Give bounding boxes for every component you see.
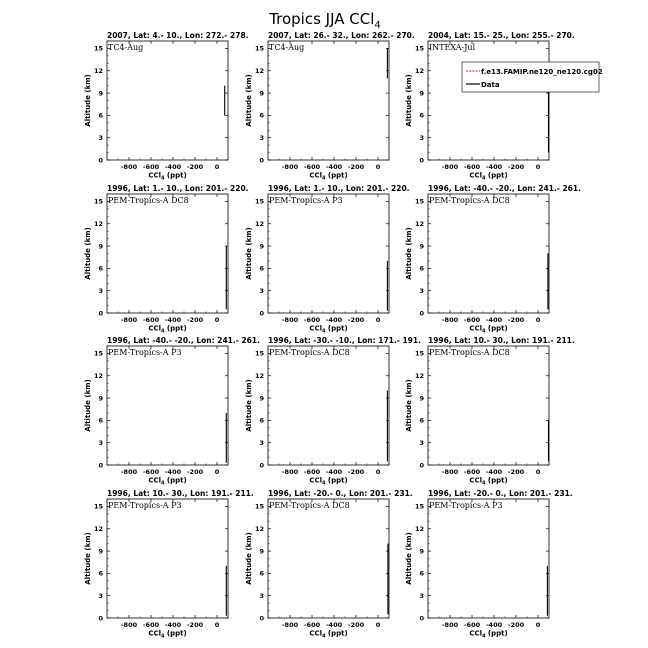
figure-title-subscript: 4 — [374, 20, 381, 31]
y-tick-label: 3 — [98, 286, 103, 295]
y-tick-label: 6 — [259, 264, 264, 273]
y-tick-label: 6 — [259, 111, 264, 120]
x-axis-label: CCl$_4$ (ppt) — [309, 629, 348, 640]
panel-title: 2004, Lat: 15.- 25., Lon: 255.- 270. — [428, 31, 575, 40]
y-tick-label: 3 — [259, 133, 264, 142]
x-axis-label: CCl$_4$ (ppt) — [309, 171, 348, 182]
chart-panel — [245, 31, 415, 182]
x-tick-label: -400 — [164, 163, 182, 171]
x-tick-label: -200 — [347, 163, 365, 171]
y-tick-label: 12 — [93, 525, 103, 534]
y-tick-label: 3 — [98, 591, 103, 600]
y-tick-label: 6 — [419, 569, 424, 578]
y-tick-label: 12 — [93, 67, 103, 76]
x-tick-label: 0 — [214, 621, 220, 629]
x-tick-label: -200 — [347, 468, 365, 476]
y-tick-label: 0 — [419, 309, 424, 318]
panel-title: 2007, Lat: 4.- 10., Lon: 272.- 278. — [107, 31, 249, 40]
panel-annotation: PEM-Tropics-A P3 — [429, 501, 503, 510]
panel-annotation: PEM-Tropics-A DC8 — [269, 348, 350, 357]
figure-title-base: Tropics JJA CCl — [269, 10, 375, 28]
y-tick-label: 6 — [98, 111, 103, 120]
panel-annotation: PEM-Tropics-A DC8 — [269, 501, 350, 510]
panel-annotation: PEM-Tropics-A P3 — [108, 348, 182, 357]
y-tick-label: 15 — [254, 44, 264, 53]
chart-panel — [84, 184, 249, 335]
y-tick-label: 6 — [419, 264, 424, 273]
y-tick-label: 3 — [98, 133, 103, 142]
x-tick-label: -800 — [281, 316, 299, 324]
legend — [462, 62, 603, 92]
plot-frame — [107, 41, 228, 160]
x-tick-label: -400 — [485, 468, 503, 476]
x-tick-label: -800 — [281, 163, 299, 171]
x-tick-label: 0 — [375, 163, 381, 171]
plot-frame — [428, 346, 549, 465]
y-axis-label: Altitude (km) — [405, 379, 413, 432]
x-tick-label: -600 — [142, 468, 160, 476]
y-tick-label: 9 — [419, 547, 424, 556]
x-tick-label: -400 — [164, 316, 182, 324]
y-tick-label: 0 — [419, 156, 424, 165]
y-tick-label: 12 — [254, 67, 264, 76]
chart-panel — [245, 184, 410, 335]
x-tick-label: -600 — [463, 316, 481, 324]
x-tick-label: -800 — [441, 316, 459, 324]
y-tick-label: 6 — [98, 416, 103, 425]
plot-frame — [107, 499, 228, 618]
y-tick-label: 12 — [414, 525, 424, 534]
y-tick-label: 9 — [98, 394, 103, 403]
chart-panel — [405, 31, 575, 182]
y-tick-label: 12 — [254, 525, 264, 534]
panel-annotation: PEM-Tropics-A DC8 — [429, 348, 510, 357]
y-tick-label: 12 — [414, 372, 424, 381]
x-tick-label: -600 — [303, 468, 321, 476]
panel-annotation: TC4-Aug — [269, 43, 305, 52]
plot-frame — [107, 346, 228, 465]
panel-title: 1996, Lat: 1.- 10., Lon: 201.- 220. — [107, 184, 249, 193]
x-tick-label: -800 — [120, 621, 138, 629]
x-axis-label: CCl$_4$ (ppt) — [309, 324, 348, 335]
x-tick-label: -600 — [142, 316, 160, 324]
plot-frame — [268, 41, 389, 160]
panel-title: 1996, Lat: -20.- 0., Lon: 201.- 231. — [268, 489, 413, 498]
legend-data-label: Data — [481, 81, 500, 89]
y-axis-label: Altitude (km) — [84, 74, 92, 127]
panel-title: 1996, Lat: -30.- -10., Lon: 171.- 191. — [268, 336, 421, 345]
y-tick-label: 15 — [254, 197, 264, 206]
x-tick-label: -200 — [186, 468, 204, 476]
x-tick-label: 0 — [214, 468, 220, 476]
x-tick-label: -400 — [325, 621, 343, 629]
panel-title: 2007, Lat: 26.- 32., Lon: 262.- 270. — [268, 31, 415, 40]
y-axis-label: Altitude (km) — [84, 532, 92, 585]
chart-panel — [245, 336, 421, 487]
x-tick-label: -600 — [463, 468, 481, 476]
chart-panel — [84, 31, 249, 182]
panel-annotation: PEM-Tropics-A P3 — [108, 501, 182, 510]
plot-frame — [428, 41, 549, 160]
chart-panel — [84, 336, 260, 487]
y-tick-label: 0 — [259, 614, 264, 623]
y-tick-label: 9 — [419, 89, 424, 98]
chart-panel — [405, 184, 581, 335]
panel-title: 1996, Lat: 10.- 30., Lon: 191.- 211. — [107, 489, 254, 498]
plot-frame — [268, 346, 389, 465]
y-tick-label: 0 — [98, 614, 103, 623]
y-tick-label: 3 — [419, 133, 424, 142]
panel-annotation: PEM-Tropics-A P3 — [269, 196, 343, 205]
x-tick-label: -800 — [441, 621, 459, 629]
x-tick-label: 0 — [375, 621, 381, 629]
x-tick-label: -200 — [507, 621, 525, 629]
x-tick-label: 0 — [535, 163, 541, 171]
y-axis-label: Altitude (km) — [84, 379, 92, 432]
x-tick-label: -400 — [485, 316, 503, 324]
x-tick-label: 0 — [214, 163, 220, 171]
y-axis-label: Altitude (km) — [245, 227, 253, 280]
panel-annotation: TC4-Aug — [108, 43, 144, 52]
x-tick-label: -800 — [441, 468, 459, 476]
x-tick-label: -400 — [485, 621, 503, 629]
x-tick-label: -400 — [325, 163, 343, 171]
x-tick-label: -600 — [303, 621, 321, 629]
y-tick-label: 15 — [414, 197, 424, 206]
y-tick-label: 15 — [414, 502, 424, 511]
x-tick-label: -600 — [463, 621, 481, 629]
y-tick-label: 3 — [419, 591, 424, 600]
y-axis-label: Altitude (km) — [245, 379, 253, 432]
x-tick-label: -600 — [142, 621, 160, 629]
x-axis-label: CCl$_4$ (ppt) — [469, 171, 508, 182]
y-tick-label: 9 — [98, 89, 103, 98]
y-tick-label: 0 — [98, 156, 103, 165]
x-tick-label: -200 — [347, 316, 365, 324]
y-tick-label: 12 — [254, 220, 264, 229]
x-tick-label: -600 — [463, 163, 481, 171]
x-tick-label: -800 — [120, 316, 138, 324]
y-tick-label: 9 — [98, 242, 103, 251]
figure-title — [268, 10, 381, 31]
y-tick-label: 0 — [259, 461, 264, 470]
x-tick-label: 0 — [375, 316, 381, 324]
y-tick-label: 6 — [419, 111, 424, 120]
plot-frame — [268, 499, 389, 618]
chart-panel — [84, 489, 254, 640]
x-axis-label: CCl$_4$ (ppt) — [469, 629, 508, 640]
x-tick-label: -200 — [507, 316, 525, 324]
x-axis-label: CCl$_4$ (ppt) — [148, 476, 187, 487]
y-tick-label: 15 — [93, 502, 103, 511]
y-tick-label: 6 — [98, 569, 103, 578]
y-tick-label: 0 — [98, 309, 103, 318]
x-tick-label: 0 — [535, 621, 541, 629]
x-tick-label: -200 — [186, 163, 204, 171]
y-tick-label: 9 — [98, 547, 103, 556]
x-tick-label: -800 — [281, 468, 299, 476]
y-tick-label: 6 — [419, 416, 424, 425]
panel-title: 1996, Lat: -40.- -20., Lon: 241.- 261. — [107, 336, 260, 345]
y-tick-label: 0 — [259, 156, 264, 165]
y-tick-label: 9 — [419, 242, 424, 251]
y-tick-label: 15 — [254, 349, 264, 358]
x-axis-label: CCl$_4$ (ppt) — [309, 476, 348, 487]
y-tick-label: 0 — [98, 461, 103, 470]
y-tick-label: 6 — [98, 264, 103, 273]
x-tick-label: -400 — [325, 468, 343, 476]
y-tick-label: 0 — [419, 461, 424, 470]
y-tick-label: 3 — [259, 591, 264, 600]
y-tick-label: 12 — [93, 372, 103, 381]
y-tick-label: 9 — [259, 547, 264, 556]
y-tick-label: 12 — [254, 372, 264, 381]
y-tick-label: 15 — [93, 349, 103, 358]
y-tick-label: 3 — [419, 286, 424, 295]
y-tick-label: 15 — [414, 44, 424, 53]
y-tick-label: 12 — [414, 220, 424, 229]
x-tick-label: -400 — [164, 621, 182, 629]
panel-title: 1996, Lat: 1.- 10., Lon: 201.- 220. — [268, 184, 410, 193]
x-axis-label: CCl$_4$ (ppt) — [148, 629, 187, 640]
y-tick-label: 12 — [414, 67, 424, 76]
y-tick-label: 15 — [254, 502, 264, 511]
panel-title: 1996, Lat: 10.- 30., Lon: 191.- 211. — [428, 336, 575, 345]
y-tick-label: 3 — [98, 438, 103, 447]
x-tick-label: 0 — [375, 468, 381, 476]
x-tick-label: 0 — [535, 316, 541, 324]
chart-panel — [245, 489, 413, 640]
plot-frame — [268, 194, 389, 313]
panel-annotation: INTEXA-Jul — [429, 43, 476, 52]
y-tick-label: 9 — [259, 242, 264, 251]
y-axis-label: Altitude (km) — [84, 227, 92, 280]
x-tick-label: -400 — [485, 163, 503, 171]
y-axis-label: Altitude (km) — [245, 74, 253, 127]
plot-frame — [428, 194, 549, 313]
y-axis-label: Altitude (km) — [245, 532, 253, 585]
x-tick-label: -200 — [347, 621, 365, 629]
y-tick-label: 3 — [419, 438, 424, 447]
x-tick-label: -600 — [303, 316, 321, 324]
panel-grid — [84, 31, 581, 640]
y-axis-label: Altitude (km) — [405, 227, 413, 280]
x-axis-label: CCl$_4$ (ppt) — [469, 476, 508, 487]
x-tick-label: 0 — [214, 316, 220, 324]
y-tick-label: 3 — [259, 438, 264, 447]
x-tick-label: -200 — [186, 316, 204, 324]
x-tick-label: -200 — [186, 621, 204, 629]
y-tick-label: 3 — [259, 286, 264, 295]
y-tick-label: 9 — [419, 394, 424, 403]
y-axis-label: Altitude (km) — [405, 532, 413, 585]
legend-model-label: f.e13.FAMIP.ne120_ne120.cg02 — [481, 68, 603, 76]
y-axis-label: Altitude (km) — [405, 74, 413, 127]
plot-frame — [107, 194, 228, 313]
x-tick-label: -800 — [441, 163, 459, 171]
x-tick-label: -800 — [281, 621, 299, 629]
x-tick-label: -400 — [164, 468, 182, 476]
y-tick-label: 0 — [259, 309, 264, 318]
y-tick-label: 15 — [93, 44, 103, 53]
chart-panel — [405, 336, 575, 487]
x-axis-label: CCl$_4$ (ppt) — [469, 324, 508, 335]
y-tick-label: 6 — [259, 569, 264, 578]
x-tick-label: 0 — [535, 468, 541, 476]
y-tick-label: 9 — [259, 394, 264, 403]
x-axis-label: CCl$_4$ (ppt) — [148, 324, 187, 335]
panel-annotation: PEM-Tropics-A DC8 — [429, 196, 510, 205]
x-tick-label: -800 — [120, 468, 138, 476]
x-axis-label: CCl$_4$ (ppt) — [148, 171, 187, 182]
x-tick-label: -200 — [507, 468, 525, 476]
x-tick-label: -200 — [507, 163, 525, 171]
panel-title: 1996, Lat: -20.- 0., Lon: 201.- 231. — [428, 489, 573, 498]
y-tick-label: 9 — [259, 89, 264, 98]
x-tick-label: -800 — [120, 163, 138, 171]
x-tick-label: -400 — [325, 316, 343, 324]
plot-frame — [428, 499, 549, 618]
panel-annotation: PEM-Tropics-A DC8 — [108, 196, 189, 205]
y-tick-label: 0 — [419, 614, 424, 623]
y-tick-label: 12 — [93, 220, 103, 229]
y-tick-label: 6 — [259, 416, 264, 425]
x-tick-label: -600 — [303, 163, 321, 171]
y-tick-label: 15 — [93, 197, 103, 206]
chart-panel — [405, 489, 573, 640]
x-tick-label: -600 — [142, 163, 160, 171]
panel-title: 1996, Lat: -40.- -20., Lon: 241.- 261. — [428, 184, 581, 193]
y-tick-label: 15 — [414, 349, 424, 358]
